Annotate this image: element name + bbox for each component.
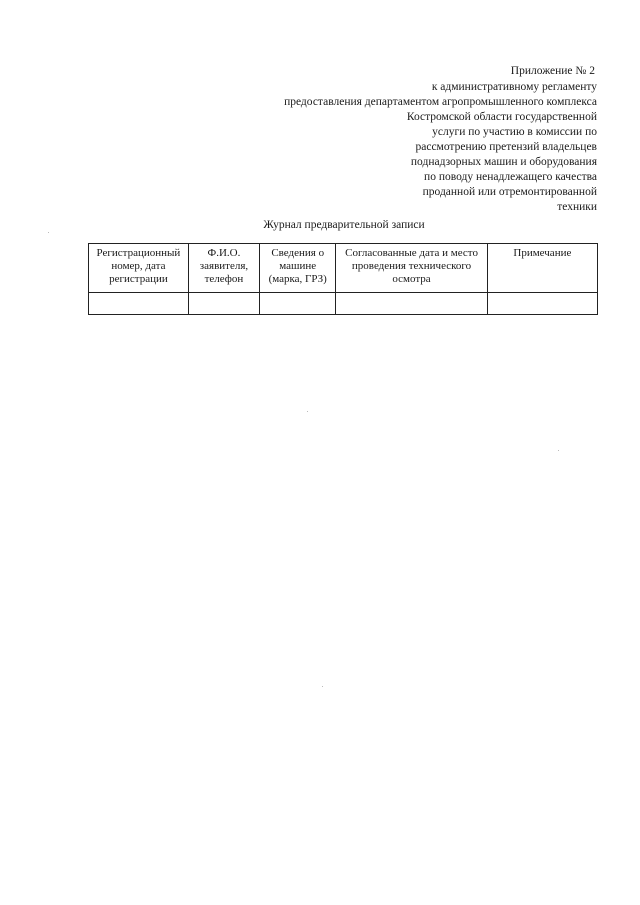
- table-header-row: [89, 244, 598, 293]
- appendix-line: Костромской области государственной: [406, 111, 597, 123]
- appendix-line: рассмотрению претензий владельцев: [415, 141, 597, 153]
- journal-table: [88, 243, 598, 315]
- appendix-line: услуги по участию в комиссии по: [432, 126, 597, 138]
- appendix-line: проданной или отремонтированной: [422, 186, 597, 198]
- table-cell: [336, 293, 487, 315]
- appendix-line: поднадзорных машин и оборудования: [410, 156, 597, 168]
- table-cell: [260, 293, 336, 315]
- column-header-inspection: Согласованные дата и место проведения технического осмотра: [336, 244, 487, 293]
- appendix-line: техники: [557, 201, 597, 213]
- scan-speck: [307, 411, 308, 412]
- column-header-applicant: Ф.И.О. заявителя, телефон: [188, 244, 259, 293]
- appendix-title: Приложение № 2: [510, 65, 595, 77]
- table-cell: [89, 293, 189, 315]
- appendix-header: [237, 64, 597, 215]
- table-row: [89, 293, 598, 315]
- appendix-line: к административному регламенту: [431, 81, 597, 93]
- column-header-machine: Сведения о машине (марка, ГРЗ): [260, 244, 336, 293]
- appendix-line: предоставления департаментом агропромышленного комплекса: [284, 96, 597, 108]
- scan-speck: [322, 686, 323, 687]
- table-cell: [487, 293, 597, 315]
- scan-speck: [48, 232, 49, 233]
- table-cell: [188, 293, 259, 315]
- appendix-line: по поводу ненадлежащего качества: [424, 171, 597, 183]
- scan-speck: [558, 450, 559, 451]
- column-header-note: Примечание: [487, 244, 597, 293]
- column-header-registration: Регистрационный номер, дата регистрации: [89, 244, 189, 293]
- journal-title: Журнал предварительной записи: [263, 219, 425, 231]
